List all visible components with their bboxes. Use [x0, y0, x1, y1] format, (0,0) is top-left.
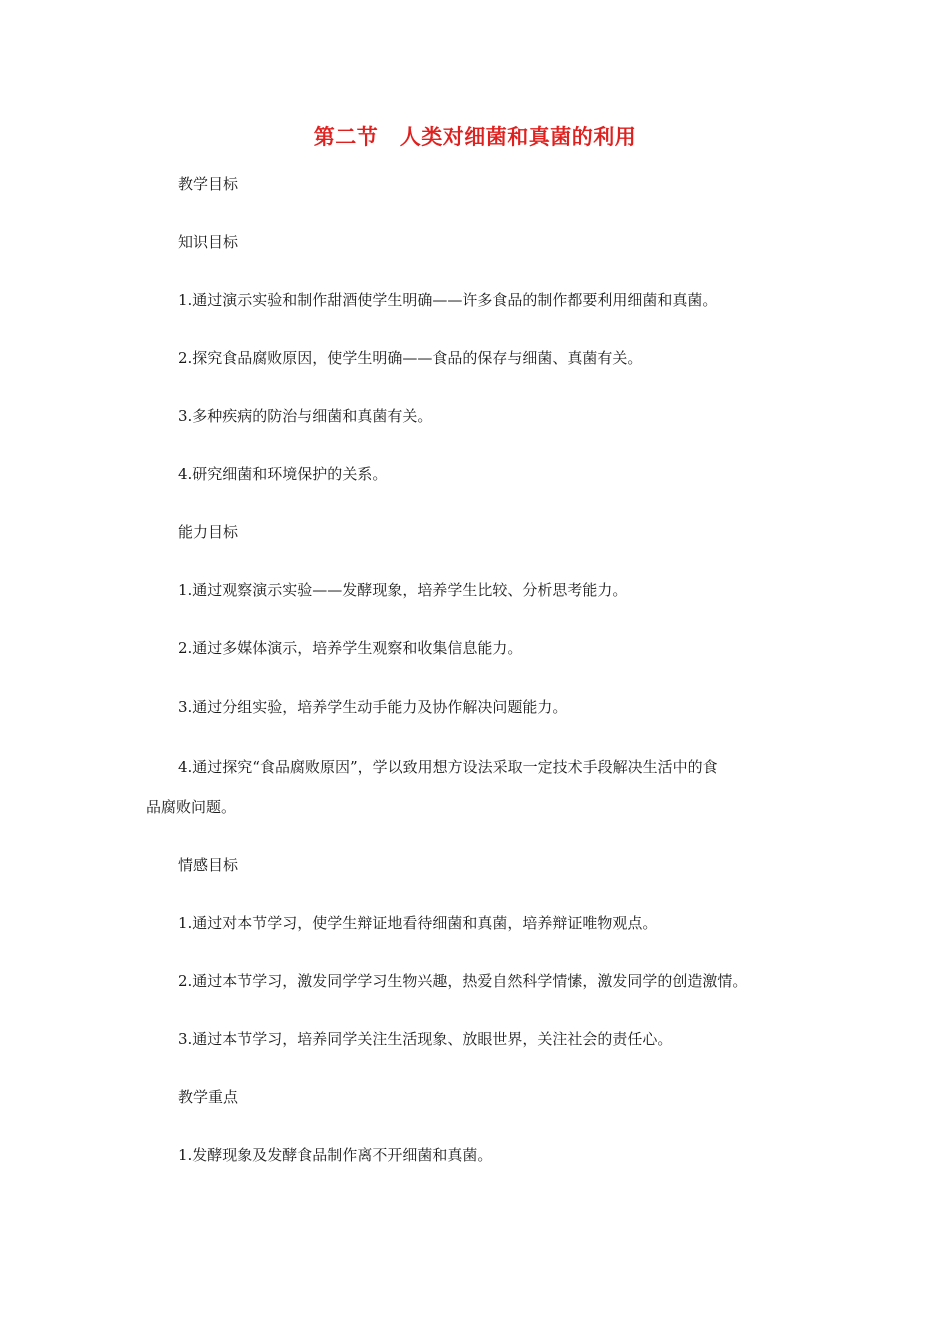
heading-teaching-focus: 教学重点 — [178, 1088, 239, 1106]
paragraph: 4.通过探究“食品腐败原因”，学以致用想方设法采取一定技术手段解决生活中的食 — [178, 758, 718, 776]
paragraph: 2.通过本节学习，激发同学学习生物兴趣，热爱自然科学情愫，激发同学的创造激情。 — [178, 972, 748, 990]
paragraph-continuation: 品腐败问题。 — [146, 798, 237, 816]
document-title: 第二节 人类对细菌和真菌的利用 — [313, 125, 637, 149]
heading-ability-goals: 能力目标 — [178, 523, 239, 541]
heading-emotion-goals: 情感目标 — [178, 856, 239, 874]
paragraph: 1.通过观察演示实验——发酵现象，培养学生比较、分析思考能力。 — [178, 581, 628, 599]
paragraph: 1.通过演示实验和制作甜酒使学生明确——许多食品的制作都要利用细菌和真菌。 — [178, 291, 718, 309]
paragraph: 1.发酵现象及发酵食品制作离不开细菌和真菌。 — [178, 1146, 493, 1164]
paragraph: 3.通过本节学习，培养同学关注生活现象、放眼世界，关注社会的责任心。 — [178, 1030, 673, 1048]
paragraph: 2.探究食品腐败原因，使学生明确——食品的保存与细菌、真菌有关。 — [178, 349, 643, 367]
heading-knowledge-goals: 知识目标 — [178, 233, 239, 251]
paragraph: 2.通过多媒体演示，培养学生观察和收集信息能力。 — [178, 639, 523, 657]
paragraph: 3.通过分组实验，培养学生动手能力及协作解决问题能力。 — [178, 698, 568, 716]
paragraph: 4.研究细菌和环境保护的关系。 — [178, 465, 388, 483]
heading-teaching-goals: 教学目标 — [178, 175, 239, 193]
paragraph: 3.多种疾病的防治与细菌和真菌有关。 — [178, 407, 433, 425]
paragraph: 1.通过对本节学习，使学生辩证地看待细菌和真菌，培养辩证唯物观点。 — [178, 914, 658, 932]
